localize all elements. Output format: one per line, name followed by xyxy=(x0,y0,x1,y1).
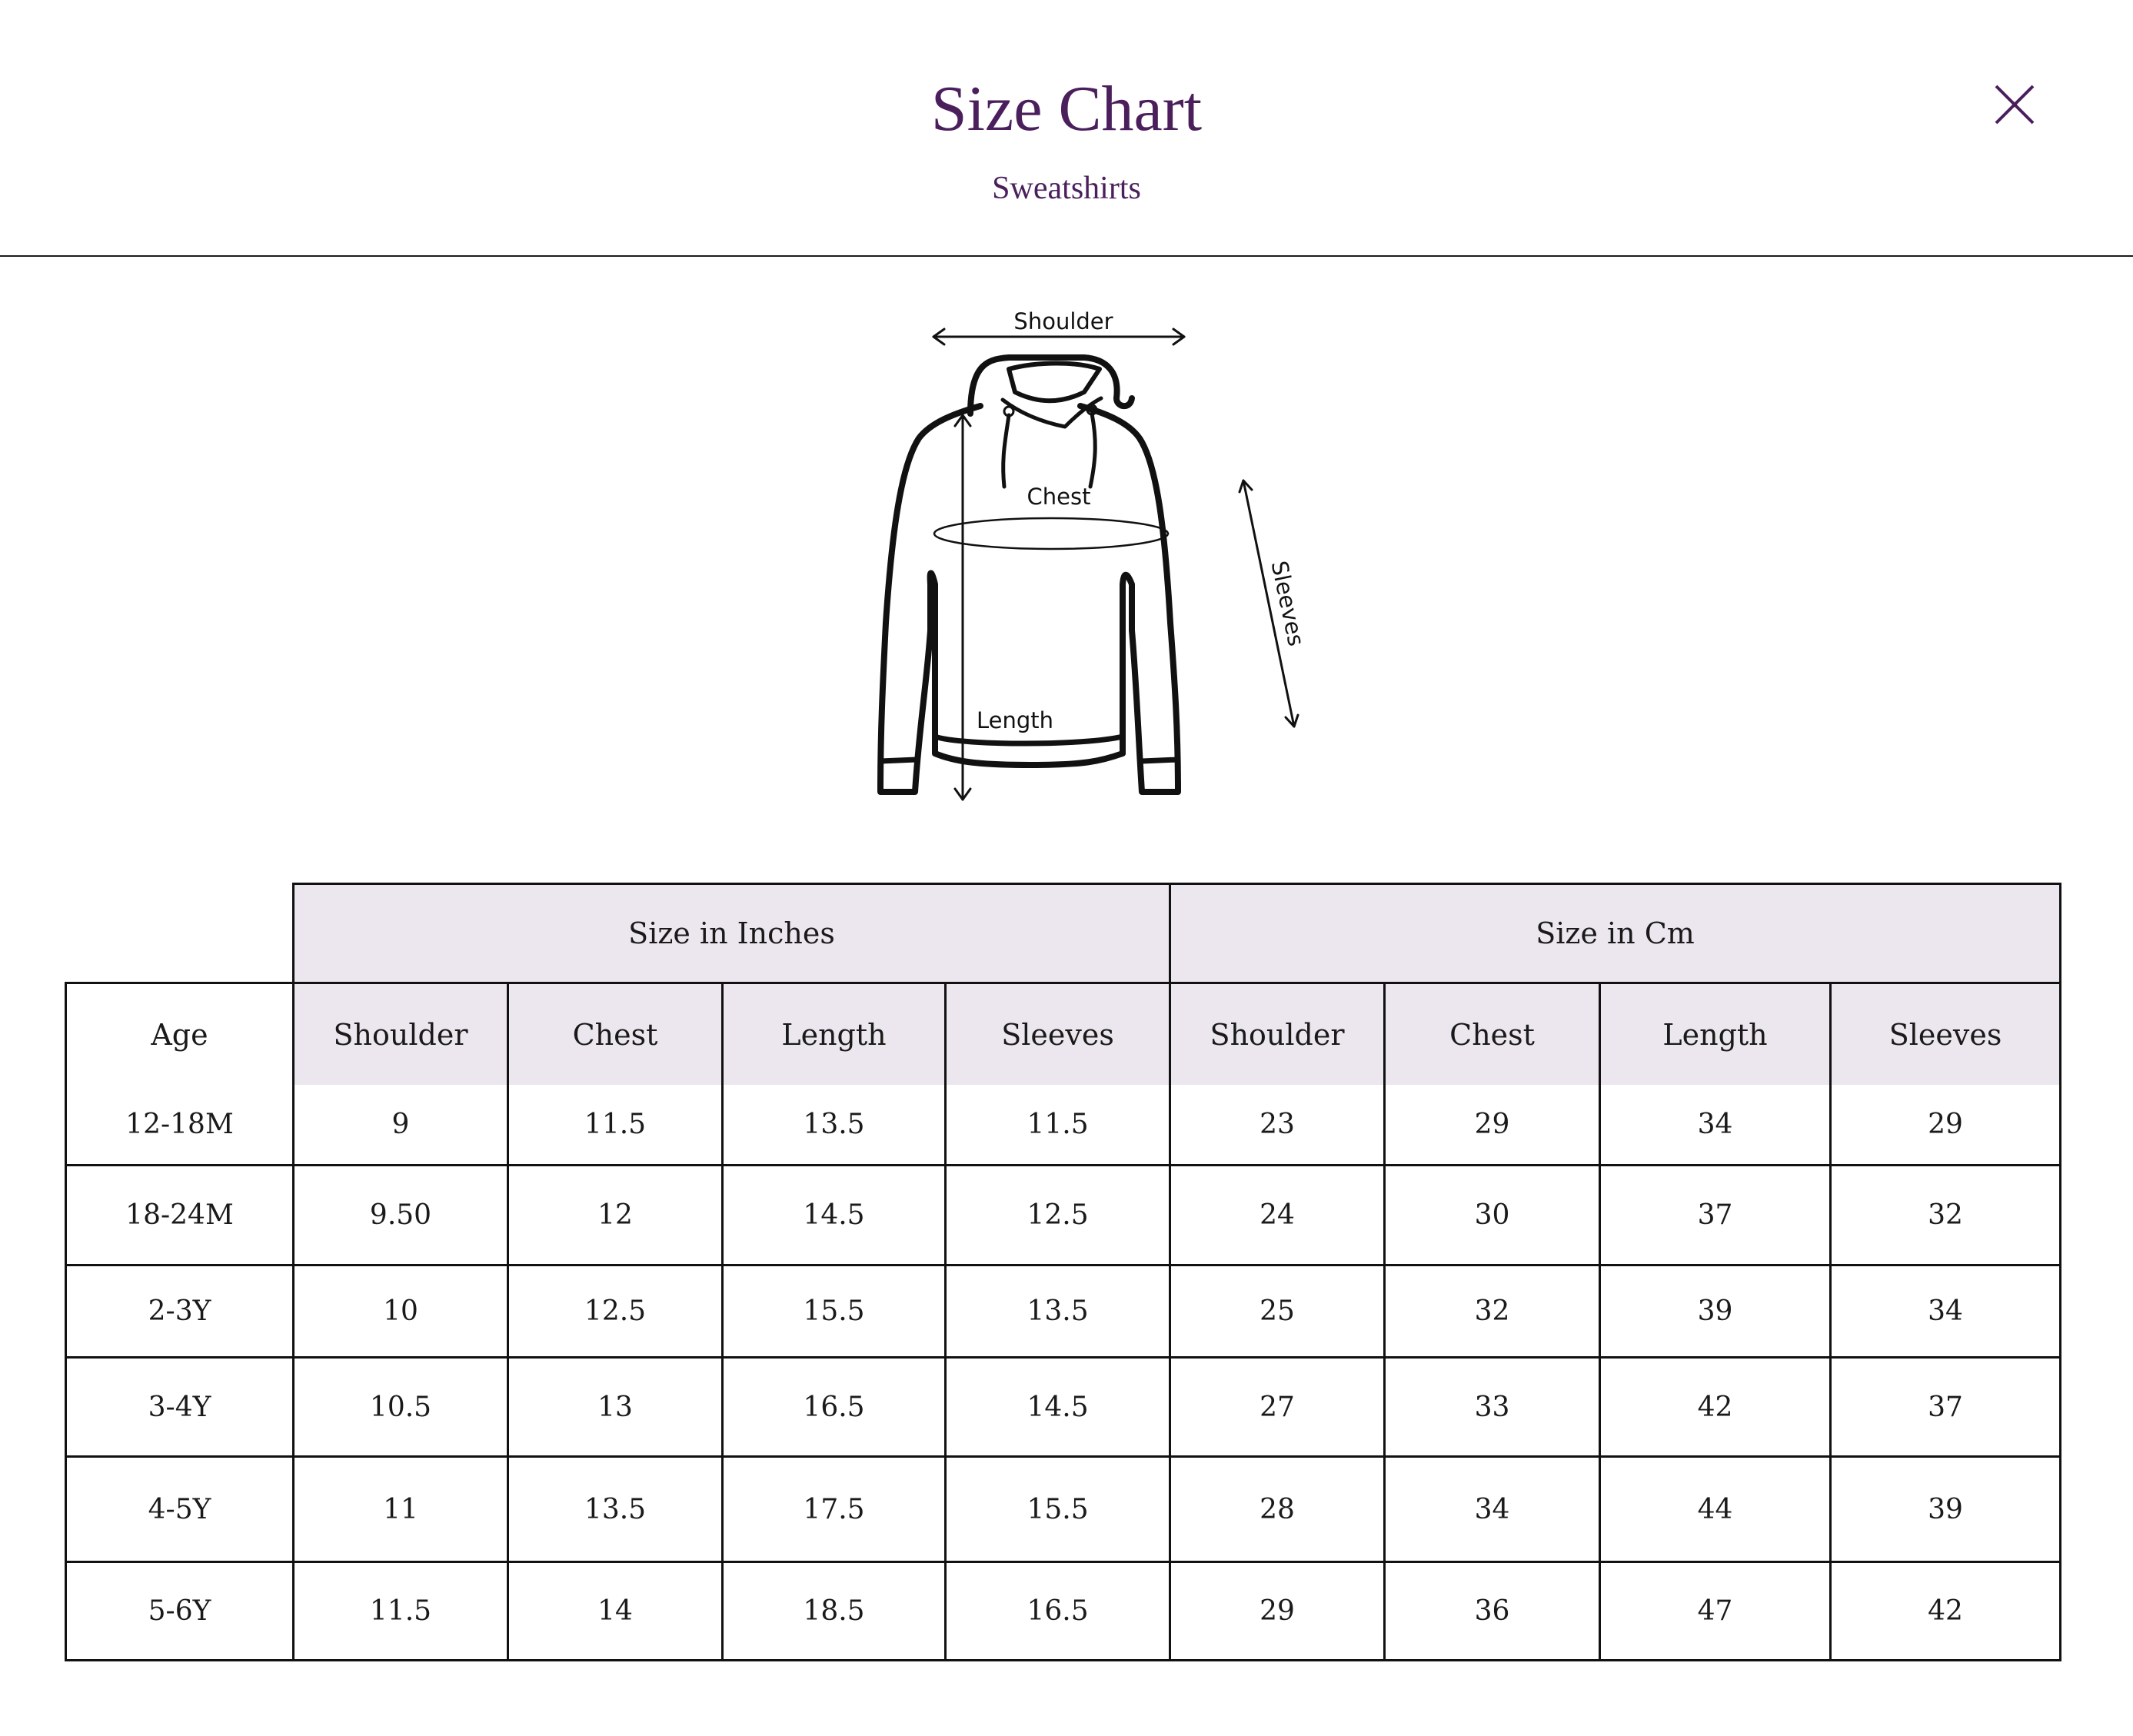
header-size-inches: Size in Inches xyxy=(294,884,1170,983)
page-title: Size Chart xyxy=(930,73,1203,145)
cell-value: 37 xyxy=(1831,1358,2061,1457)
column-header-row xyxy=(66,983,2061,1085)
cell-age: 2-3Y xyxy=(66,1265,294,1357)
size-chart-table xyxy=(65,883,2061,1661)
cell-value: 42 xyxy=(1831,1561,2061,1660)
chest-measure-ellipse xyxy=(934,518,1168,549)
page-subtitle: Sweatshirts xyxy=(992,171,1141,206)
cell-value: 14 xyxy=(508,1561,723,1660)
cell-value: 25 xyxy=(1170,1265,1385,1357)
cell-value: 15.5 xyxy=(946,1457,1170,1561)
cell-age: 3-4Y xyxy=(66,1358,294,1457)
hoodie-body-outline xyxy=(880,406,1178,792)
cell-value: 28 xyxy=(1170,1457,1385,1561)
cell-value: 32 xyxy=(1831,1165,2061,1265)
cell-value: 12.5 xyxy=(946,1165,1170,1265)
cell-age: 18-24M xyxy=(66,1165,294,1265)
header-age: Age xyxy=(66,983,294,1085)
table-row xyxy=(66,1457,2061,1561)
cell-value: 11.5 xyxy=(294,1561,508,1660)
header-divider xyxy=(0,255,2133,257)
chest-label: Chest xyxy=(1027,484,1091,510)
hoodie-drawstring-right xyxy=(1090,414,1095,487)
cell-age: 12-18M xyxy=(66,1085,294,1165)
header-sleeves-cm: Sleeves xyxy=(1831,983,2061,1085)
cell-value: 39 xyxy=(1831,1457,2061,1561)
cell-value: 24 xyxy=(1170,1165,1385,1265)
cell-value: 10 xyxy=(294,1265,508,1357)
hoodie-right-cuff xyxy=(1142,760,1178,761)
cell-value: 47 xyxy=(1600,1561,1831,1660)
cell-value: 18.5 xyxy=(723,1561,946,1660)
cell-value: 34 xyxy=(1600,1085,1831,1165)
cell-value: 9.50 xyxy=(294,1165,508,1265)
hoodie-left-cuff xyxy=(880,760,917,761)
table-row xyxy=(66,1265,2061,1357)
hoodie-measurement-diagram xyxy=(830,300,1323,830)
cell-value: 29 xyxy=(1170,1561,1385,1660)
close-button[interactable] xyxy=(1992,81,2038,128)
cell-value: 17.5 xyxy=(723,1457,946,1561)
table-row xyxy=(66,1358,2061,1457)
cell-value: 13.5 xyxy=(508,1457,723,1561)
modal-header xyxy=(0,0,2133,256)
cell-value: 16.5 xyxy=(723,1358,946,1457)
cell-value: 29 xyxy=(1831,1085,2061,1165)
length-label: Length xyxy=(976,707,1054,733)
cell-value: 14.5 xyxy=(946,1358,1170,1457)
cell-value: 11.5 xyxy=(508,1085,723,1165)
cell-value: 9 xyxy=(294,1085,508,1165)
cell-value: 34 xyxy=(1831,1265,2061,1357)
cell-value: 10.5 xyxy=(294,1358,508,1457)
header-length-in: Length xyxy=(723,983,946,1085)
shoulder-label: Shoulder xyxy=(1013,308,1113,334)
cell-value: 42 xyxy=(1600,1358,1831,1457)
cell-value: 11.5 xyxy=(946,1085,1170,1165)
header-length-cm: Length xyxy=(1600,983,1831,1085)
cell-value: 13.5 xyxy=(723,1085,946,1165)
cell-value: 12 xyxy=(508,1165,723,1265)
header-chest-cm: Chest xyxy=(1385,983,1600,1085)
cell-value: 39 xyxy=(1600,1265,1831,1357)
header-sleeves-in: Sleeves xyxy=(946,983,1170,1085)
cell-value: 12.5 xyxy=(508,1265,723,1357)
cell-value: 11 xyxy=(294,1457,508,1561)
sleeves-label: Sleeves xyxy=(1266,558,1310,649)
group-header-row xyxy=(66,884,2061,983)
cell-value: 32 xyxy=(1385,1265,1600,1357)
cell-value: 44 xyxy=(1600,1457,1831,1561)
cell-value: 30 xyxy=(1385,1165,1600,1265)
table-corner-blank xyxy=(66,884,294,983)
cell-value: 23 xyxy=(1170,1085,1385,1165)
cell-value: 16.5 xyxy=(946,1561,1170,1660)
cell-age: 5-6Y xyxy=(66,1561,294,1660)
cell-value: 36 xyxy=(1385,1561,1600,1660)
table-row xyxy=(66,1085,2061,1165)
hoodie-drawstring-left xyxy=(1003,415,1009,487)
table-row xyxy=(66,1165,2061,1265)
cell-value: 37 xyxy=(1600,1165,1831,1265)
hoodie-hood-opening xyxy=(1009,364,1100,401)
cell-age: 4-5Y xyxy=(66,1457,294,1561)
cell-value: 27 xyxy=(1170,1358,1385,1457)
close-icon xyxy=(1992,81,2038,128)
cell-value: 34 xyxy=(1385,1457,1600,1561)
cell-value: 29 xyxy=(1385,1085,1600,1165)
cell-value: 13.5 xyxy=(946,1265,1170,1357)
header-shoulder-in: Shoulder xyxy=(294,983,508,1085)
cell-value: 33 xyxy=(1385,1358,1600,1457)
hoodie-hood xyxy=(970,358,1132,414)
header-shoulder-cm: Shoulder xyxy=(1170,983,1385,1085)
cell-value: 15.5 xyxy=(723,1265,946,1357)
header-size-cm: Size in Cm xyxy=(1170,884,2061,983)
cell-value: 14.5 xyxy=(723,1165,946,1265)
header-chest-in: Chest xyxy=(508,983,723,1085)
table-row xyxy=(66,1561,2061,1660)
cell-value: 13 xyxy=(508,1358,723,1457)
